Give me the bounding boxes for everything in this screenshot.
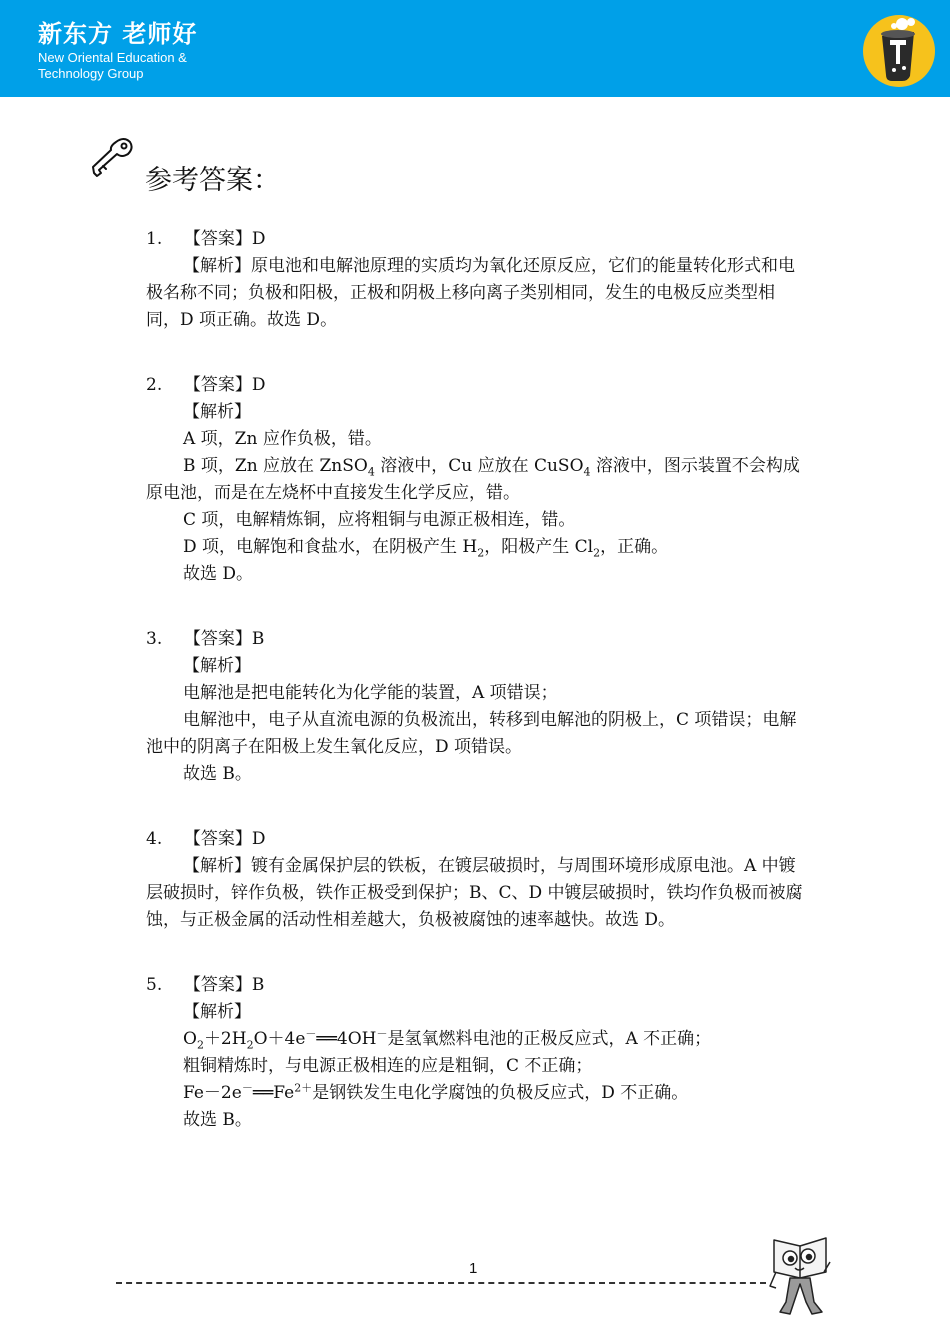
brand-en-line2: Technology Group — [38, 66, 144, 81]
q1-number: 1. — [146, 229, 163, 249]
q4-number: 4. — [146, 829, 163, 849]
q2-conclusion: 故选 D。 — [183, 564, 254, 584]
q5-answer: 【答案】B — [183, 975, 265, 995]
q5-answer-line — [146, 972, 806, 999]
q4-answer-line — [146, 826, 806, 853]
q2-option-a: A 项，Zn 应作负极，错。 — [183, 429, 382, 449]
q3-answer-line — [146, 626, 806, 653]
key-icon — [90, 136, 134, 180]
q3-conclusion: 故选 B。 — [183, 764, 252, 784]
q1-answer: 【答案】D — [183, 229, 266, 249]
q2-analysis-label: 【解析】 — [183, 402, 251, 422]
q2-answer: 【答案】D — [183, 375, 266, 395]
q5-line-1: $O_2+2H_2O+4e^-══4OH^-$是氢氧燃料电池的正极反应式，A 不正确； — [183, 1027, 712, 1052]
q2-answer-line — [146, 372, 806, 399]
brand-logo-icon — [862, 14, 936, 88]
q1-analysis: 【解析】原电池和电解池原理的实质均为氧化还原反应，它们的能量转化形式和电极名称不同；负极和阳极，正极和阴极上移向离子类别相同，发生的电极反应类型相同，D 项正确。故选 D。 — [146, 256, 795, 330]
q3-point-a: 电解池是把电能转化为化学能的装置，A 项错误； — [183, 683, 558, 703]
q1-answer-line — [146, 226, 806, 253]
brand-en-line1: New Oriental Education & — [38, 50, 187, 65]
q5-conclusion: 故选 B。 — [183, 1110, 252, 1130]
q2-option-b: B 项，Zn 应放在 ZnSO$_4$ 溶液中，Cu 应放在 CuSO$_4$ 溶液中，图示装置不会构成原电池，而是在左烧杯中直接发生化学反应，错。 — [146, 456, 800, 503]
q2-number: 2. — [146, 375, 163, 395]
q5-line-3: $Fe-2e^-══Fe^{2+}$是钢铁发生电化学腐蚀的负极反应式，D 不正确。 — [183, 1081, 689, 1103]
page-number: 1 — [469, 1260, 478, 1277]
q3-analysis-label: 【解析】 — [183, 656, 251, 676]
mascot-icon — [768, 1232, 832, 1318]
q3-answer: 【答案】B — [183, 629, 265, 649]
q4-answer: 【答案】D — [183, 829, 266, 849]
header-bar — [0, 0, 950, 97]
footer-dashed-divider — [116, 1282, 766, 1284]
brand-name-cn: 新东方 老师好 — [38, 20, 198, 48]
q2-option-c: C 项，电解精炼铜，应将粗铜与电源正极相连，错。 — [183, 510, 576, 530]
q5-line-2: 粗铜精炼时，与电源正极相连的应是粗铜，C 不正确； — [183, 1056, 593, 1076]
brand-name-en — [38, 50, 187, 82]
q5-number: 5. — [146, 975, 163, 995]
section-title: 参考答案： — [145, 165, 280, 196]
q4-analysis: 【解析】镀有金属保护层的铁板，在镀层破损时，与周围环境形成原电池。A 中镀层破损时，锌作负极，铁作正极受到保护；B、C、D 中镀层破损时，铁均作负极而被腐蚀，与正极金属的活动性相差越大，负极被腐蚀的速率越快。故选 D。 — [146, 856, 803, 930]
q5-analysis-label: 【解析】 — [183, 1002, 251, 1022]
q2-option-d: D 项，电解饱和食盐水，在阴极产生 $H_2$，阳极产生 $Cl_2$，正确。 — [183, 537, 669, 560]
q3-number: 3. — [146, 629, 163, 649]
q3-point-b: 电解池中，电子从直流电源的负极流出，转移到电解池的阴极上，C 项错误；电解池中的阴离子在阳极上发生氧化反应，D 项错误。 — [146, 710, 797, 757]
answers-content — [146, 226, 806, 1134]
